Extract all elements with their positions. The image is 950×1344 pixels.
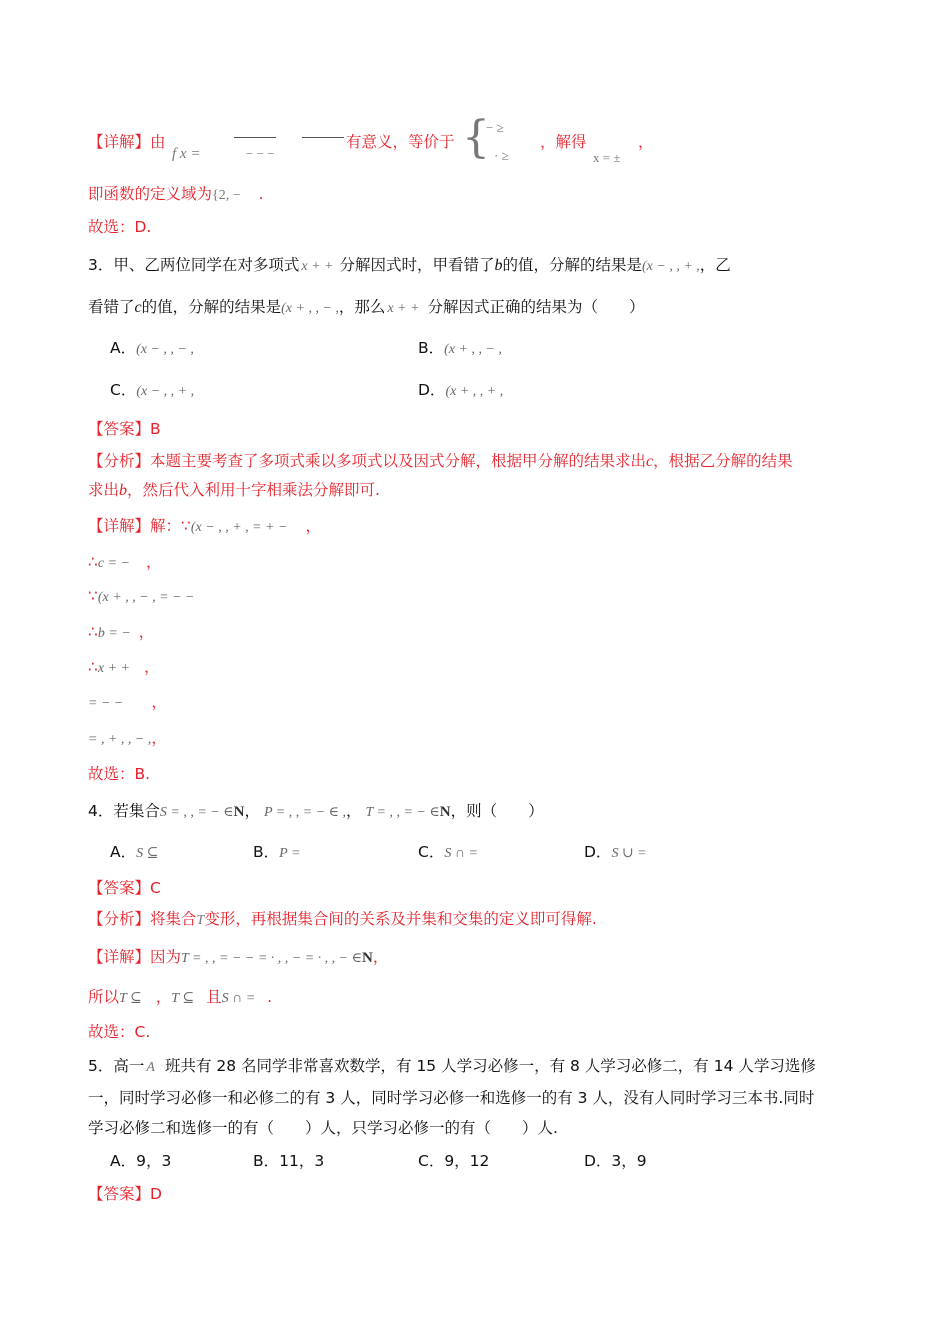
q3-var-c: c bbox=[134, 299, 142, 316]
q3-stem-line-1 bbox=[88, 255, 731, 277]
q3-detail-expr: b = − bbox=[97, 626, 131, 641]
q2-answer: 故选：D. bbox=[88, 218, 152, 236]
q3-detail-expr: (x + , , − , = − − bbox=[97, 590, 195, 605]
q3-analysis-var-b: b bbox=[119, 482, 128, 499]
q4-expr: S ∩ = bbox=[221, 991, 256, 1006]
q3-analysis-text: 求出 bbox=[88, 481, 120, 499]
q3-option-a[interactable] bbox=[110, 338, 194, 360]
q3-detail-punct: ， bbox=[138, 623, 155, 641]
q4-expr: T ⊆ bbox=[119, 991, 142, 1006]
q4-conclusion bbox=[88, 987, 272, 1009]
q4-analysis-var-t: T bbox=[196, 913, 205, 928]
q3-result-1: (x − , , + , bbox=[642, 259, 700, 274]
q3-polynomial: x + + bbox=[301, 259, 334, 274]
q2-fraction-bar-2 bbox=[302, 137, 344, 138]
q2-tail: ， bbox=[638, 133, 654, 151]
q3-detail-punct: ， bbox=[143, 658, 160, 676]
q5-text: 班共有 28 名同学非常喜欢数学，有 15 人学习必修一，有 8 人学习必修二，有 14 人学习选修 bbox=[164, 1057, 816, 1075]
q4-analysis-text: 变形，再根据集合间的关系及并集和交集的定义即可得解. bbox=[204, 910, 597, 928]
q3-detail-punct: ， bbox=[151, 729, 167, 747]
q4-punct: ， bbox=[345, 802, 362, 820]
q4-punct: ， bbox=[244, 802, 260, 820]
q2-fraction-bar-1 bbox=[234, 137, 276, 138]
q4-option-b[interactable] bbox=[253, 842, 300, 864]
q3-text: 3．甲、乙两位同学在对多项式 bbox=[88, 256, 300, 274]
q2-system-brace: { bbox=[462, 112, 490, 163]
option-label: D． bbox=[418, 381, 446, 399]
q4-stem bbox=[88, 801, 544, 823]
q4-punct: . bbox=[267, 988, 273, 1006]
option-label: A． bbox=[110, 843, 137, 861]
option-value: S ∪ = bbox=[611, 846, 647, 861]
q4-option-a[interactable] bbox=[110, 842, 158, 864]
q4-set-t: T = , , = − ∈ bbox=[365, 805, 440, 820]
q5-stem-line-2: 一，同时学习必修一和必修二的有 3 人，同时学习必修一和选修一的有 3 人，没有人同时学习三本书.同时 bbox=[88, 1089, 815, 1107]
q3-analysis-line-2 bbox=[88, 480, 380, 501]
q5-option-d[interactable]: D．3，9 bbox=[584, 1152, 647, 1170]
q4-text: 4．若集合 bbox=[88, 802, 160, 820]
q4-text: 所以 bbox=[88, 988, 120, 1006]
q3-final-answer: 故选：B. bbox=[88, 765, 151, 783]
q3-detail-step-1 bbox=[88, 516, 321, 538]
q3-text: ，那么 bbox=[338, 298, 386, 316]
q3-var-b: b bbox=[494, 257, 503, 274]
q4-analysis bbox=[88, 909, 597, 931]
q5-stem-line-3: 学习必修二和选修一的有（ ）人，只学习必修一的有（ ）人. bbox=[88, 1119, 558, 1137]
q2-detail-line bbox=[88, 132, 166, 152]
q3-analysis-text: 【分析】本题主要考查了多项式乘以多项式以及因式分解，根据甲分解的结果求出 bbox=[88, 452, 647, 470]
q4-detail-expr: T = , , = − − = · , , − = · , , − ∈ bbox=[181, 951, 362, 966]
q5-answer: 【答案】D bbox=[88, 1185, 162, 1203]
q2-solution: x = ± bbox=[593, 150, 621, 165]
q3-option-b[interactable] bbox=[418, 338, 502, 360]
q3-detail-step-2 bbox=[88, 552, 162, 574]
option-label: A． bbox=[110, 339, 137, 357]
q4-expr: T ⊆ bbox=[171, 991, 195, 1006]
q2-meaning-text: 有意义，等价于 bbox=[346, 133, 455, 151]
q4-text: ，则（ ） bbox=[450, 802, 544, 820]
q4-detail-label: 【详解】因为 bbox=[88, 948, 182, 966]
option-value: S ∩ = bbox=[444, 846, 478, 861]
q3-detail-step-3 bbox=[88, 586, 195, 608]
option-value: P = bbox=[279, 846, 301, 861]
option-label: C． bbox=[418, 843, 445, 861]
q3-detail-expr: c = − bbox=[97, 556, 130, 571]
q2-system-row-2: · ≥ bbox=[494, 148, 509, 163]
q3-analysis-line-1 bbox=[88, 451, 793, 472]
q5-class-a: A bbox=[146, 1060, 155, 1075]
therefore-symbol: ∴ bbox=[88, 623, 98, 641]
q3-detail-punct: ， bbox=[305, 517, 322, 535]
option-value: S ⊆ bbox=[136, 846, 159, 861]
therefore-symbol: ∴ bbox=[88, 658, 98, 676]
q3-polynomial-2: x + + bbox=[387, 301, 420, 316]
q2-domain-text: 即函数的定义域为 bbox=[88, 185, 213, 203]
therefore-symbol: ∴ bbox=[88, 553, 98, 571]
q4-text: 且 bbox=[206, 988, 222, 1006]
q4-option-d[interactable] bbox=[584, 842, 647, 864]
q3-detail-step-6 bbox=[88, 692, 167, 714]
q3-analysis-text: ，根据乙分解的结果 bbox=[653, 452, 793, 470]
q5-option-b[interactable]: B．11，3 bbox=[253, 1152, 325, 1170]
option-value: (x − , , − , bbox=[136, 342, 194, 357]
option-value: (x + , , + , bbox=[445, 384, 504, 399]
option-value: (x + , , − , bbox=[444, 342, 502, 357]
q3-analysis-text: ，然后代入利用十字相乘法分解即可. bbox=[127, 481, 380, 499]
q3-option-c[interactable] bbox=[110, 380, 194, 402]
q3-detail-punct: ， bbox=[151, 693, 167, 711]
q5-option-c[interactable]: C．9，12 bbox=[418, 1152, 490, 1170]
q4-set-s: S = , , = − ∈ bbox=[159, 805, 234, 820]
q4-answer: 【答案】C bbox=[88, 879, 161, 897]
q4-punct: ， bbox=[155, 988, 172, 1006]
option-label: B． bbox=[418, 339, 445, 357]
q3-detail-punct: ， bbox=[145, 553, 162, 571]
q3-detail-step-4 bbox=[88, 622, 154, 644]
q2-detail-label: 【详解】由 bbox=[88, 133, 166, 151]
because-symbol: ∵ bbox=[88, 587, 98, 605]
q4-option-c[interactable] bbox=[418, 842, 478, 864]
q4-final-answer: 故选：C. bbox=[88, 1023, 151, 1041]
q2-f-expr: f x = bbox=[172, 146, 201, 162]
q3-detail-step-7 bbox=[88, 728, 167, 750]
q3-text: 的值，分解的结果是 bbox=[502, 256, 643, 274]
naturals-symbol: N bbox=[439, 804, 451, 820]
naturals-symbol: N bbox=[233, 804, 245, 820]
option-value: (x − , , + , bbox=[136, 384, 195, 399]
q2-system-row-1: − ≥ bbox=[486, 120, 504, 135]
q4-set-p: P = , , = − ∈ , bbox=[263, 805, 346, 820]
q4-analysis-text: 【分析】将集合 bbox=[88, 910, 197, 928]
q2-solve-text: ，解得 bbox=[540, 133, 587, 151]
q3-detail-step-5 bbox=[88, 657, 160, 679]
q3-stem-line-2 bbox=[88, 297, 645, 319]
q3-text: ，乙 bbox=[699, 256, 731, 274]
q4-detail bbox=[88, 947, 388, 969]
q3-detail-expr: x + + bbox=[97, 661, 130, 676]
q3-detail-expr: = , + , , − , bbox=[88, 732, 152, 747]
q2-domain-set: {2, − bbox=[212, 188, 241, 203]
q3-text: 分解因式正确的结果为（ ） bbox=[427, 298, 645, 316]
option-label: B． bbox=[253, 843, 280, 861]
option-label: D． bbox=[584, 843, 612, 861]
q3-text: 的值，分解的结果是 bbox=[141, 298, 282, 316]
q2-domain-end: . bbox=[258, 185, 264, 203]
q3-analysis-var-c: c bbox=[646, 453, 654, 470]
q3-detail-expr: = − − bbox=[88, 696, 124, 711]
q5-option-a[interactable]: A．9，3 bbox=[110, 1152, 172, 1170]
q4-punct: ， bbox=[372, 948, 389, 966]
q3-detail-expr: (x − , , + , = + − bbox=[190, 520, 288, 535]
q2-domain-line bbox=[88, 184, 264, 206]
q3-text: 分解因式时，甲看错了 bbox=[339, 256, 495, 274]
q5-text: 5．高一 bbox=[88, 1057, 145, 1075]
q2-frac-denominator: − − − bbox=[246, 146, 275, 161]
q3-result-2: (x + , , − , bbox=[281, 301, 339, 316]
q5-stem-line-1 bbox=[88, 1056, 816, 1078]
q3-answer: 【答案】B bbox=[88, 420, 161, 438]
option-label: C． bbox=[110, 381, 137, 399]
q3-option-d[interactable] bbox=[418, 380, 503, 402]
naturals-symbol: N bbox=[362, 950, 373, 966]
q3-text: 看错了 bbox=[88, 298, 135, 316]
q3-detail-label: 【详解】解：∵ bbox=[88, 517, 191, 535]
